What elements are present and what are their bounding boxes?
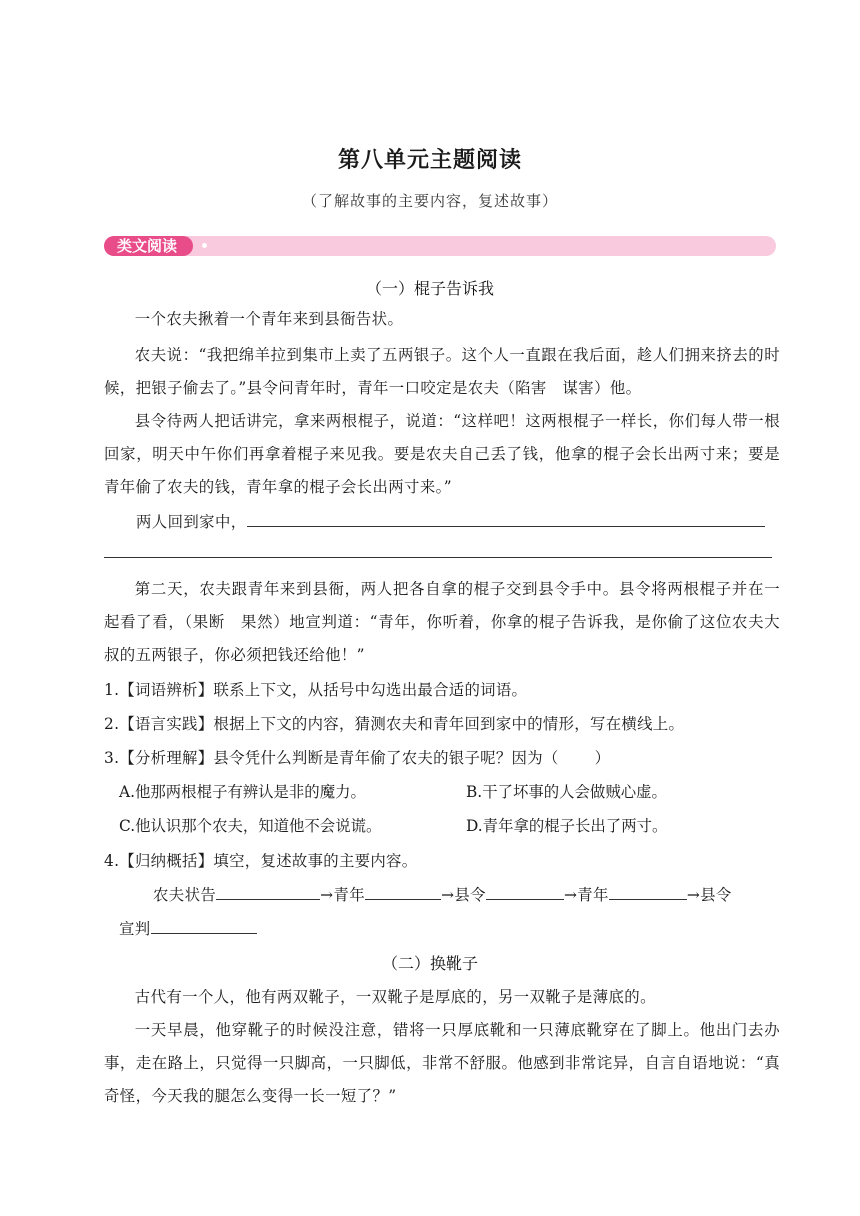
question-3-close: ）: [594, 749, 611, 767]
question-3-text: 3.【分析理解】县令凭什么判断是青年偷了农夫的银子呢？因为（: [104, 749, 559, 767]
question-4: 4.【归纳概括】填空，复述故事的主要内容。: [104, 852, 418, 870]
flow-blank-5[interactable]: [151, 919, 257, 934]
story2-paragraph-2: 一天早晨，他穿靴子的时候没注意，错将一只厚底靴和一只薄底靴穿在了脚上。他出门去办事，走在路上，只觉得一只脚高，一只脚低，非常不舒服。他感到非常诧异，自言自语地说：“真奇怪，今天我的腿怎么变得一长一短了？”: [104, 1021, 780, 1105]
banner-dot-icon: [202, 243, 207, 248]
story1-paragraph-3: 县令待两人把话讲完，拿来两根棍子，说道：“这样吧！这两根棍子一样长，你们每人带一根回家，明天中午你们再拿着棍子来见我。要是农夫自己丢了钱，他拿的棍子会长出两寸来；要是青年偷了农夫的钱，青年拿的棍子会长出两寸来。”: [104, 412, 780, 496]
banner-label: 类文阅读: [104, 236, 193, 256]
flow-blank-3[interactable]: [486, 885, 564, 900]
story1-paragraph-4: [136, 506, 765, 539]
flow-blank-4[interactable]: [609, 885, 687, 900]
story1-paragraph-2: 农夫说：“我把绵羊拉到集市上卖了五两银子。这个人一直跟在我后面，趁人们拥来挤去的时候，把银子偷去了。”县令问青年时，青年一口咬定是农夫（陷害 谋害）他。: [104, 346, 780, 397]
option-b: B.干了坏事的人会做贼心虚。: [466, 783, 667, 801]
flow-step-4: →青年: [563, 886, 609, 904]
summary-flow-line-2: [119, 913, 257, 946]
option-c: C.他认识那个农夫，知道他不会说谎。: [119, 817, 382, 835]
question-3: [104, 742, 610, 775]
flow-blank-2[interactable]: [365, 885, 441, 900]
story1-paragraph-1: 一个农夫揪着一个青年来到县衙告状。: [134, 310, 404, 328]
option-a: A.他那两根棍子有辨认是非的魔力。: [119, 783, 366, 801]
answer-line-home-1[interactable]: [247, 512, 765, 527]
section-banner: [104, 236, 776, 256]
page-title: 第八单元主题阅读: [337, 148, 522, 173]
story1-paragraph-4-text: 两人回到家中，: [136, 513, 247, 531]
flow-step-1: 农夫状告: [153, 886, 217, 904]
flow-step-2: →青年: [320, 886, 366, 904]
flow-step-3: →县令: [441, 886, 486, 904]
answer-line-home-2[interactable]: [104, 557, 772, 558]
page-subtitle: （了解故事的主要内容，复述故事）: [301, 192, 558, 210]
flow-step-6: 宣判: [119, 920, 151, 938]
question-1: 1.【词语辨析】联系上下文，从括号中勾选出最合适的词语。: [104, 681, 528, 699]
story1-title: （一）棍子告诉我: [365, 279, 494, 298]
question-2: 2.【语言实践】根据上下文的内容，猜测农夫和青年回到家中的情形，写在横线上。: [104, 715, 685, 733]
story2-paragraph-1: 古代有一个人，他有两双靴子，一双靴子是厚底的，另一双靴子是薄底的。: [134, 988, 656, 1006]
option-d: D.青年拿的棍子长出了两寸。: [466, 817, 668, 835]
story1-paragraph-5: 第二天，农夫跟青年来到县衙，两人把各自拿的棍子交到县令手中。县令将两根棍子并在一起看了看，（果断 果然）地宣判道：“青年，你听着，你拿的棍子告诉我，是你偷了这位农夫大叔的五两银子，你必须把钱还给他！”: [104, 580, 780, 664]
flow-step-5: →县令: [686, 886, 732, 904]
summary-flow: [153, 879, 732, 912]
flow-blank-1[interactable]: [216, 885, 320, 900]
story2-title: （二）换靴子: [381, 954, 478, 973]
